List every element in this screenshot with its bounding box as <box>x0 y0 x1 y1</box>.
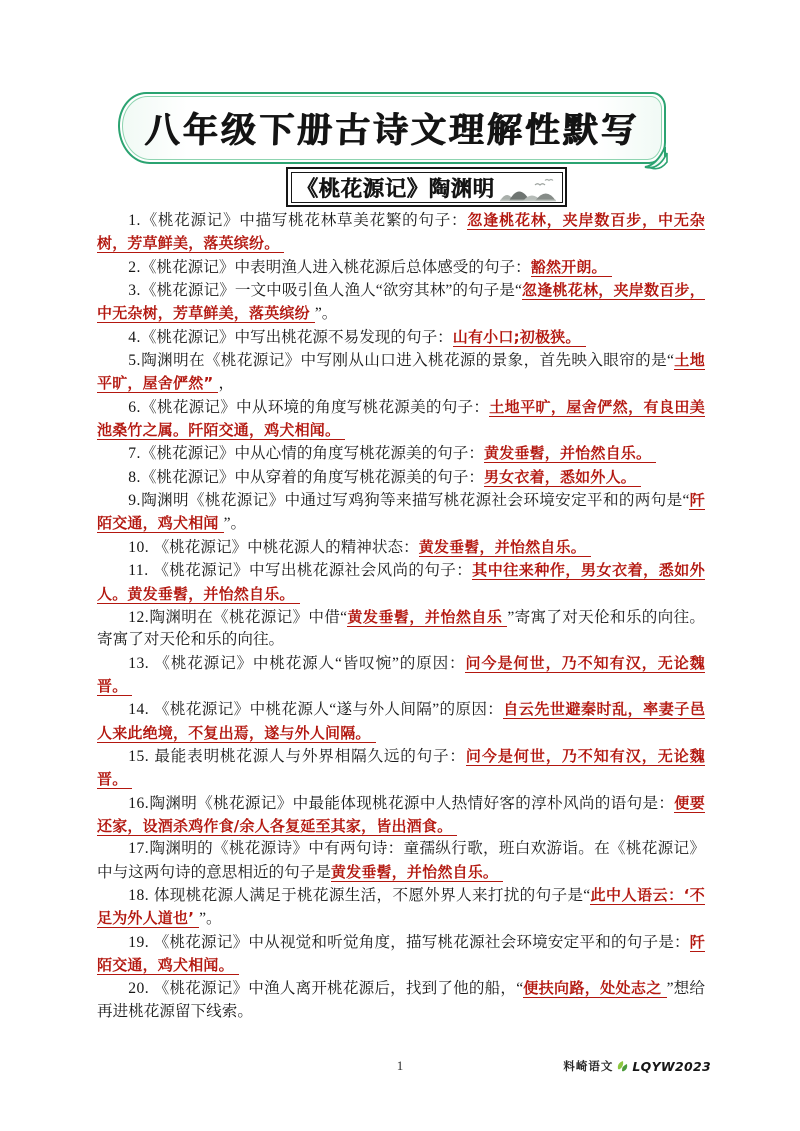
answer-text: 问今是何世，乃不知有汉，无论魏晋。 <box>97 653 705 695</box>
question-text: 陶渊明《桃花源记》中最能体现桃花源中人热情好客的淳朴风尚的语句是： <box>149 794 675 812</box>
question-item <box>97 559 705 606</box>
answer-text: 黄发垂髫，并怡然自乐。 <box>331 863 503 882</box>
watermark-text: LQYW2023 <box>632 1058 711 1074</box>
question-item <box>97 536 705 559</box>
subtitle-text: 《桃花源记》陶渊明 <box>296 176 495 202</box>
question-text: ”想给再进桃花源留下线索。 <box>97 980 706 1020</box>
question-number: 8. <box>128 468 141 486</box>
question-text: 《桃花源记》中从环境的角度写桃花源美的句子： <box>140 398 490 416</box>
question-text: 《桃花源记》中桃花源人的精神状态： <box>153 538 419 556</box>
mountain-ink-art-icon <box>499 177 557 203</box>
question-number: 15. <box>128 747 155 765</box>
question-number: 7. <box>128 445 141 463</box>
question-item <box>97 489 705 536</box>
question-text: 《桃花源记》中桃花源人“皆叹惋”的原因： <box>154 654 466 672</box>
answer-text: 男女衣着，悉如外人。 <box>484 468 641 487</box>
question-text: 最能表明桃花源人与外界相隔久远的句子： <box>154 747 466 765</box>
answer-text: 自云先世避秦时乱，率妻子邑人来此绝境，不复出焉，遂与外人间隔。 <box>97 700 706 742</box>
question-text: 陶渊明《桃花源记》中通过写鸡狗等来描写桃花源社会环境安定平和的两句是“ <box>140 492 690 510</box>
footer-brand <box>563 1058 711 1074</box>
question-item <box>97 466 705 489</box>
question-text: 《桃花源记》中从穿着的角度写桃花源美的句子： <box>140 468 484 486</box>
question-item <box>97 326 705 349</box>
subtitle-frame-inner <box>291 172 563 203</box>
question-item <box>97 792 705 839</box>
question-item <box>97 256 705 279</box>
question-number: 1. <box>128 212 141 229</box>
question-number: 2. <box>128 258 141 276</box>
answer-text: 豁然开朗。 <box>531 258 612 277</box>
question-number: 16. <box>128 794 150 812</box>
question-number: 4. <box>128 328 141 346</box>
question-item <box>97 442 705 465</box>
question-item <box>97 745 705 792</box>
question-item <box>97 698 705 745</box>
question-item <box>97 838 705 884</box>
question-item <box>97 931 705 978</box>
question-number: 12. <box>128 608 150 626</box>
answer-text: 其中往来种作，男女衣着，悉如外人。黄发垂髫，并怡然自乐。 <box>97 561 705 603</box>
title-banner <box>118 92 666 164</box>
answer-text: 土地平旷，屋舍俨然，有良田美池桑竹之属。阡陌交通，鸡犬相闻。 <box>97 397 705 440</box>
answer-text: 便要还家，设酒杀鸡作食/余人各复延至其家，皆出酒食。 <box>97 793 705 835</box>
question-text: 陶渊明的《桃花源诗》中有两句诗：童孺纵行歌，班白欢游诣。在《桃花源记》中与这两句诗的意思相近的句子是 <box>97 840 705 881</box>
answer-text: 黄发垂髫，并怡然自乐 <box>347 608 507 627</box>
question-number: 3. <box>128 282 141 300</box>
answer-text: 便扶向路，处处志之 <box>523 979 666 998</box>
question-text: 《桃花源记》中写出桃花源社会风尚的句子： <box>153 562 473 580</box>
question-number: 9. <box>128 492 141 510</box>
answer-text: 土地平旷，屋舍俨然” <box>97 351 705 393</box>
question-item <box>97 606 705 652</box>
question-number: 19. <box>128 933 154 951</box>
answer-text: 忽逢桃花林，夹岸数百步，中无杂树，芳草鲜美，落英缤纷。 <box>97 211 705 253</box>
question-text: 《桃花源记》中渔人离开桃花源后，找到了他的船，“ <box>153 980 524 998</box>
answer-text: 忽逢桃花林，夹岸数百步，中无杂树，芳草鲜美，落英缤纷 <box>97 281 705 323</box>
footer-page-number: 1 <box>396 1058 404 1073</box>
question-text: 《桃花源记》中表明渔人进入桃花源后总体感受的句子： <box>140 258 531 276</box>
question-item <box>97 652 705 699</box>
question-text: 陶渊明在《桃花源记》中写刚从山口进入桃花源的景象，首先映入眼帘的是“ <box>140 352 674 370</box>
question-text: 《桃花源记》中从视觉和听觉角度，描写桃花源社会环境安定平和的句子是： <box>153 933 690 951</box>
question-text: ”。 <box>223 515 247 533</box>
question-item <box>97 884 705 931</box>
answer-text: 阡陌交通，鸡犬相闻 <box>97 491 706 533</box>
question-text: 《桃花源记》中从心情的角度写桃花源美的句子： <box>140 445 484 463</box>
answer-text: 问今是何世，乃不知有汉，无论魏晋。 <box>97 746 705 789</box>
leaf-icon <box>616 1060 629 1072</box>
question-number: 6. <box>128 398 141 416</box>
question-number: 18. <box>128 886 154 904</box>
question-item <box>97 349 705 396</box>
question-text: 体现桃花源人满足于桃花源生活，不愿外界人来打扰的句子是“ <box>153 886 591 904</box>
question-text: ”寄寓了对天伦和乐的向往。寄寓了对天伦和乐的向往。 <box>97 608 706 649</box>
answer-text: 黄发垂髫，并怡然自乐。 <box>484 444 656 463</box>
subtitle-frame <box>286 167 567 207</box>
question-number: 20. <box>128 980 154 998</box>
answer-text: 阡陌交通，鸡犬相闻。 <box>97 932 705 974</box>
question-number: 5. <box>128 352 141 370</box>
brand-name: 料崎语文 <box>563 1061 614 1073</box>
question-number: 13. <box>128 654 155 672</box>
answer-text: 此中人语云：‘不足为外人道也’ <box>97 885 705 928</box>
question-text: 陶渊明在《桃花源记》中借“ <box>149 608 348 626</box>
question-text: ”。 <box>199 910 222 928</box>
question-item <box>97 279 705 326</box>
question-item <box>97 396 705 443</box>
question-list <box>97 209 705 1023</box>
question-number: 14. <box>128 701 154 719</box>
question-number: 10. <box>128 538 154 556</box>
answer-text: 山有小口;初极狭。 <box>453 328 586 347</box>
question-text: ”。 <box>314 305 338 323</box>
question-text: 《桃花源记》中桃花源人“遂与外人间隔”的原因： <box>153 701 504 719</box>
page-title: 八年级下册古诗文理解性默写 <box>144 111 640 151</box>
question-number: 17. <box>128 840 150 858</box>
question-item <box>97 977 705 1023</box>
question-text: ， <box>218 375 235 393</box>
question-text: 《桃花源记》中写出桃花源不易发现的句子： <box>140 328 453 346</box>
question-item <box>97 209 705 256</box>
question-number: 11. <box>128 562 154 580</box>
question-text: 《桃花源记》中描写桃花林草美花繁的句子： <box>140 212 468 229</box>
question-text: 《桃花源记》一文中吸引鱼人渔人“欲穷其林”的句子是“ <box>140 282 522 300</box>
page-curl-icon <box>643 145 673 173</box>
answer-text: 黄发垂髫，并怡然自乐。 <box>419 538 591 557</box>
